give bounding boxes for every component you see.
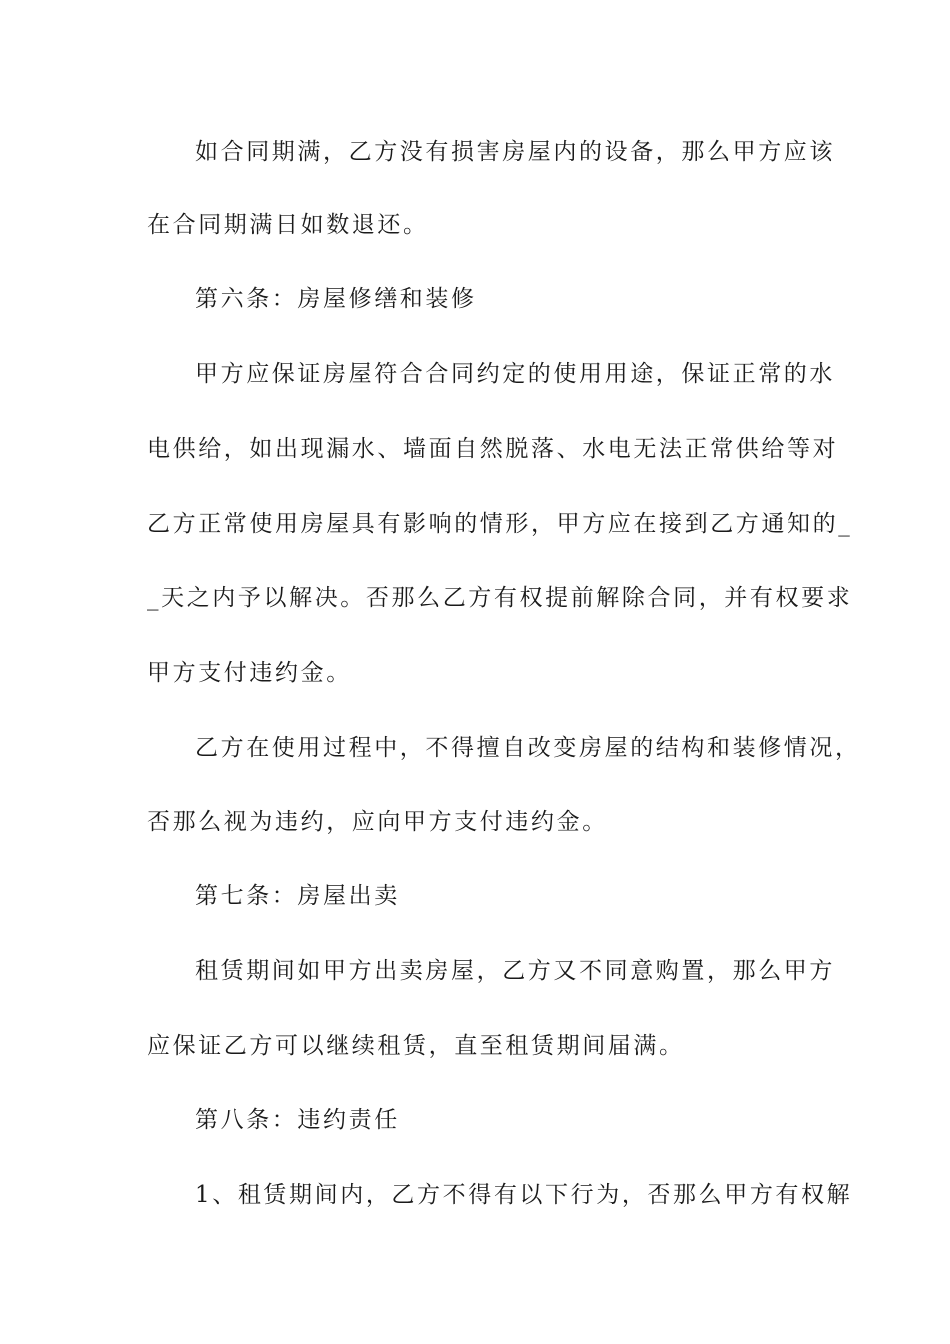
paragraph-line: 乙方正常使用房屋具有影响的情形，甲方应在接到乙方通知的_ — [147, 511, 853, 537]
section-heading-article-7: 第七条：房屋出卖 — [195, 883, 400, 909]
paragraph-line: 1、租赁期间内，乙方不得有以下行为，否那么甲方有权解 — [195, 1182, 853, 1208]
section-heading-article-8: 第八条：违约责任 — [195, 1107, 400, 1133]
paragraph-line: 乙方在使用过程中，不得擅自改变房屋的结构和装修情况， — [195, 735, 861, 761]
section-heading-article-6: 第六条：房屋修缮和装修 — [195, 286, 477, 312]
paragraph-line: 在合同期满日如数退还。 — [147, 212, 429, 238]
paragraph-line: _天之内予以解决。否那么乙方有权提前解除合同，并有权要求 — [147, 585, 853, 611]
paragraph-line: 甲方支付违约金。 — [147, 660, 352, 686]
paragraph-line: 应保证乙方可以继续租赁，直至租赁期间届满。 — [147, 1033, 685, 1059]
paragraph-line: 甲方应保证房屋符合合同约定的使用用途，保证正常的水 — [195, 361, 835, 387]
paragraph-line: 如合同期满，乙方没有损害房屋内的设备，那么甲方应该 — [195, 139, 835, 165]
paragraph-line: 租赁期间如甲方出卖房屋，乙方又不同意购置，那么甲方 — [195, 958, 835, 984]
paragraph-line: 电供给，如出现漏水、墙面自然脱落、水电无法正常供给等对 — [147, 436, 839, 462]
paragraph-line: 否那么视为违约，应向甲方支付违约金。 — [147, 809, 608, 835]
